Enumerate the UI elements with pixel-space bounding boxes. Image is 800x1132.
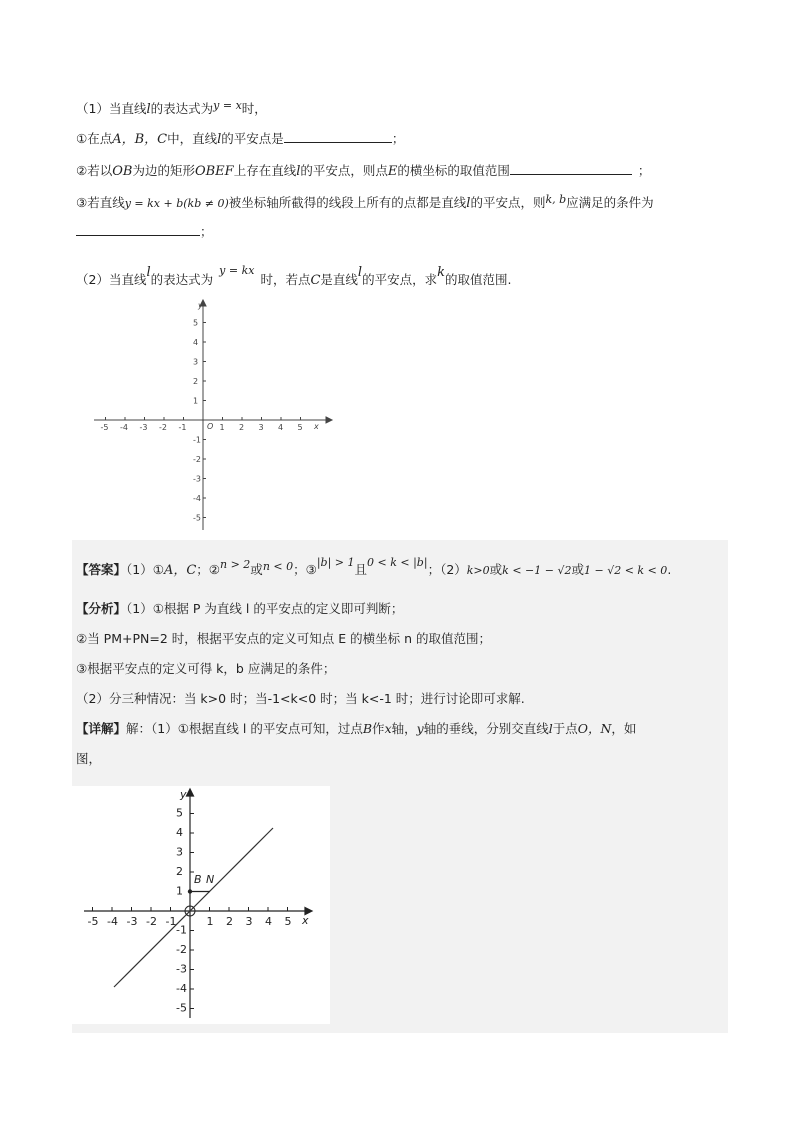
detail-line-2: 图，: [76, 751, 102, 766]
coordinate-grid-1: [88, 296, 338, 536]
y-tick-label: -5: [193, 513, 201, 523]
x-tick-label: 5: [284, 915, 292, 928]
question-2: （2）当直线l的表达式为$^{y = kx}$时，若点C是直线l的平安点，求k的取值范围.: [76, 264, 512, 288]
x-tick-label: 2: [239, 423, 245, 432]
y-tick-label: -3: [193, 474, 201, 484]
x-tick-label: 2: [226, 915, 233, 928]
y-tick-label: -5: [176, 1001, 187, 1015]
x-tick-label: 3: [245, 915, 253, 928]
y-tick-label: 1: [176, 884, 183, 898]
x-tick-label: -2: [146, 915, 157, 928]
answer-line: 【答案】（1）①A，C；②$^{n > 2}$或$^{n < 0}$；③$^{|b| > 1}$且$^{0 < k < |b|}$；（2）k>0或k < −1 − √2或1 − √2 < k < 0.: [76, 556, 672, 578]
y-tick-label: -1: [176, 923, 187, 937]
x-tick-label: 1: [206, 915, 214, 928]
x-tick-label: -5: [100, 423, 109, 432]
point-n-label: N: [206, 873, 215, 886]
y-tick-label: 3: [176, 845, 183, 859]
y-tick-label: 4: [176, 826, 183, 839]
y-tick-label: -2: [193, 455, 201, 464]
x-tick-label: -3: [126, 915, 138, 928]
x-tick-label: -5: [87, 915, 99, 928]
x-tick-label: -1: [165, 915, 177, 928]
y-tick-label: -1: [193, 435, 201, 445]
x-tick-label: -2: [159, 423, 167, 432]
question-1b: ②若以OB为边的矩形OBEF上存在直线l的平安点，则点E的横坐标的取值范围 ；: [76, 163, 651, 179]
x-tick-label: 5: [297, 423, 303, 432]
y-axis-arrow-icon: [187, 789, 194, 796]
y-tick-label: -4: [193, 494, 201, 503]
question-1c-blank: ；: [76, 223, 213, 242]
y-axis-label: y: [198, 301, 203, 310]
detail-line-1: 【详解】解：（1）①根据直线 l 的平安点可知，过点B作x轴，y轴的垂线，分别交直线l于点O，N，如: [76, 721, 637, 736]
x-tick-label: -4: [107, 915, 118, 928]
origin-label: O: [207, 422, 214, 431]
y-tick-label: 5: [193, 318, 199, 328]
x-tick-label: -4: [120, 423, 128, 432]
answer-blank: [76, 223, 200, 236]
question-1a: ①在点A，B，C中，直线l的平安点是 ；: [76, 131, 405, 147]
x-axis-arrow-icon: [326, 417, 332, 423]
answer-blank: [284, 130, 392, 143]
y-tick-label: -2: [176, 943, 187, 956]
y-tick-label: 2: [193, 377, 199, 386]
x-tick-label: 3: [258, 423, 264, 432]
analysis-line-1: 【分析】（1）①根据 P 为直线 l 的平安点的定义即可判断；: [76, 601, 404, 616]
point-b-label: B: [194, 873, 202, 886]
y-tick-label: 5: [176, 806, 183, 820]
y-tick-label: 2: [176, 865, 183, 878]
y-tick-label: 1: [193, 396, 199, 406]
x-tick-labels: [101, 417, 303, 432]
answer-blank: [510, 162, 632, 175]
y-tick-label: -3: [176, 962, 187, 976]
question-1c: ③若直线y = kx + b(kb ≠ 0)被坐标轴所截得的线段上所有的点都是直线l的平安点，则$^{k, b}$应满足的条件为: [76, 193, 654, 211]
y-axis-label: y: [180, 788, 187, 801]
x-tick-label: 4: [278, 423, 284, 432]
coordinate-grid-2: [72, 786, 330, 1024]
x-axis-label: x: [302, 914, 309, 927]
x-tick-label: 4: [265, 915, 272, 928]
x-tick-label: -1: [178, 423, 187, 432]
axes: [94, 300, 332, 530]
analysis-line-2: ②当 PM+PN=2 时，根据平安点的定义可知点 E 的横坐标 n 的取值范围；: [76, 631, 491, 646]
y-tick-label: 3: [193, 357, 199, 367]
x-tick-label: -3: [139, 423, 148, 432]
question-1-intro: （1）当直线l的表达式为$^{y = x}$时，: [76, 99, 267, 117]
x-tick-label: 1: [219, 423, 225, 432]
analysis-line-3: ③根据平安点的定义可得 k，b 应满足的条件；: [76, 661, 336, 676]
y-tick-label: -4: [176, 982, 187, 995]
analysis-line-4: （2）分三种情况：当 k>0 时；当-1<k<0 时；当 k<-1 时；进行讨论即可求解.: [76, 691, 525, 706]
y-tick-label: 4: [193, 338, 199, 347]
x-axis-label: x: [314, 422, 319, 431]
